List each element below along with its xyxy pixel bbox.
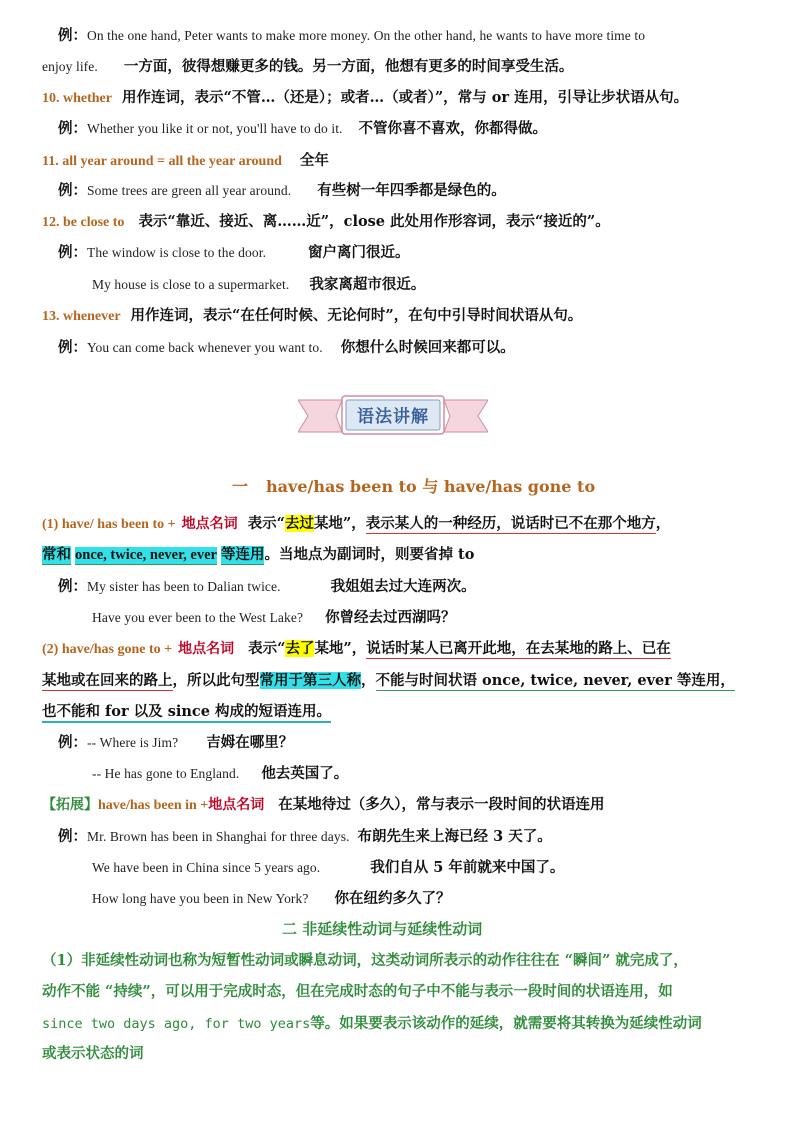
vocab-description: 用作连词，表示“不管…（还是）；或者…（或者）”，常与 or 连用，引导让步状语从句。	[122, 89, 689, 106]
place-noun-label: 地点名词	[181, 516, 238, 532]
example-label: 例：	[58, 182, 87, 199]
example-line	[42, 58, 573, 76]
english-sentence: -- Where is Jim?	[87, 735, 179, 750]
underlined-text: 说话时某人已离开此地，在去某地的路上、已在	[366, 640, 671, 657]
underlined-text: 某地或在回来的路上	[42, 672, 173, 689]
rule-head: (2) have/has gone to +	[42, 642, 173, 657]
english-sentence: How long have you been in New York?	[92, 891, 309, 906]
extension-note	[42, 796, 605, 815]
chinese-translation: 有些树一年四季都是绿色的。	[317, 182, 506, 199]
english-sentence: Some trees are green all year around.	[87, 183, 292, 198]
example-line	[58, 339, 515, 357]
rule-text: ，	[361, 672, 376, 689]
section-title-a: have/has been to	[266, 477, 417, 496]
rule-have-gone-to-cont	[42, 672, 735, 690]
example-line	[58, 182, 506, 200]
rule-have-been-to-cont	[42, 546, 474, 564]
vocab-entry-all-year-around	[42, 152, 329, 171]
example-line	[58, 244, 410, 262]
vocab-term: 12. be close to	[42, 215, 125, 230]
example-line	[58, 578, 476, 596]
rule-text: 在某地待过（多久），常与表示一段时间的状语连用	[278, 796, 605, 813]
section-title-b: have/has gone to	[443, 477, 596, 496]
example-line	[58, 120, 547, 138]
english-sentence: Have you ever been to the West Lake?	[92, 610, 304, 625]
section-number: 一	[232, 477, 249, 496]
vocab-entry-be-close-to	[42, 213, 610, 232]
vocab-term: 11. all year around = all the year around	[42, 154, 282, 169]
chinese-translation: 你想什么时候回来都可以。	[340, 339, 515, 356]
vocab-entry-whenever	[42, 307, 582, 326]
highlight-text: 等连用	[220, 546, 265, 563]
paragraph-line: 或表示状态的词	[42, 1045, 144, 1062]
rule-text: 某地”，	[313, 515, 366, 532]
example-line	[92, 765, 348, 783]
example-line	[92, 859, 564, 877]
english-sentence: -- He has gone to England.	[92, 766, 240, 781]
banner-title: 语法讲解	[357, 407, 429, 427]
section-title-mid: 与	[422, 477, 439, 496]
rule-have-been-to	[42, 515, 670, 534]
english-sentence: My sister has been to Dalian twice.	[87, 579, 281, 594]
example-line	[92, 276, 425, 294]
chinese-translation: 我家离超市很近。	[309, 276, 426, 293]
rule-text: 表示“	[248, 640, 286, 657]
example-label: 例：	[58, 578, 87, 595]
example-line	[58, 734, 293, 752]
chinese-translation: 一方面，彼得想赚更多的钱。另一方面，他想有更多的时间享受生活。	[123, 58, 574, 75]
example-label: 例：	[58, 339, 87, 356]
english-sentence: On the one hand, Peter wants to make more money. On the other hand, he wants to have more time to	[87, 28, 646, 43]
section-title: 二 非延续性动词与延续性动词	[282, 920, 483, 938]
example-label: 例：	[58, 27, 87, 44]
english-sentence: The window is close to the door.	[87, 245, 267, 260]
rule-text: 表示“	[247, 515, 285, 532]
example-line	[92, 609, 456, 627]
rule-head: (1) have/ has been to +	[42, 517, 176, 532]
english-sentence: enjoy life.	[42, 59, 98, 74]
chinese-translation: 我姐姐去过大连两次。	[330, 578, 476, 595]
vocab-description: 表示“靠近、接近、离……近”，close 此处用作形容词，表示“接近的”。	[138, 213, 610, 230]
highlight-text: 常用于第三人称	[259, 672, 361, 689]
underlined-text: 不能与时间状语 once, twice, never, ever 等连用，	[375, 672, 735, 689]
extension-bracket: 【拓展】	[42, 797, 98, 813]
place-noun-label: 地点名词	[208, 797, 265, 813]
paragraph-line	[42, 1015, 702, 1033]
highlight-text: 常和	[42, 546, 71, 563]
english-sentence: My house is close to a supermarket.	[92, 277, 290, 292]
chinese-translation: 我们自从 5 年前就来中国了。	[370, 859, 565, 876]
paragraph-text: 等。如果要表示该动作的延续，就需要将其转换为延续性动词	[310, 1015, 702, 1032]
chinese-translation: 你曾经去过西湖吗？	[325, 609, 456, 626]
vocab-description: 用作连词，表示“在任何时候、无论何时”，在句中引导时间状语从句。	[130, 307, 583, 324]
example-line	[58, 27, 645, 45]
rule-text: 。当地点为副词时，则要省掉 to	[264, 546, 475, 563]
vocab-term: 13. whenever	[42, 309, 121, 324]
example-line	[92, 890, 450, 908]
chinese-translation: 窗户离门很近。	[308, 244, 410, 261]
vocab-term: 10. whether	[42, 91, 112, 106]
rule-text: ，	[655, 515, 671, 532]
place-noun-label: 地点名词	[178, 641, 235, 657]
rule-head: have/has been in +	[98, 798, 209, 813]
chinese-translation: 他去英国了。	[261, 765, 349, 782]
rule-text: 某地”，	[314, 640, 367, 657]
chinese-translation: 布朗先生来上海已经 3 天了。	[357, 828, 552, 845]
vocab-description: 全年	[299, 152, 329, 169]
highlight-text: once, twice, never, ever	[75, 547, 217, 563]
example-label: 例：	[58, 120, 87, 137]
paragraph-line: 动作不能 “持续”，可以用于完成时态，但在完成时态的句子中不能与表示一段时间的状语连用，如	[42, 983, 673, 1000]
example-label: 例：	[58, 244, 87, 261]
example-label: 例：	[58, 734, 87, 751]
grammar-banner	[298, 394, 488, 438]
rule-text: ，所以此句型	[172, 672, 260, 689]
english-sentence: We have been in China since 5 years ago.	[92, 860, 321, 875]
section-title	[232, 478, 595, 496]
underlined-text: 也不能和 for 以及 since 构成的短语连用。	[42, 703, 331, 723]
underlined-text: 表示某人的一种经历，说话时已不在那个地方	[365, 515, 656, 532]
example-label: 例：	[58, 828, 87, 845]
chinese-translation: 不管你喜不喜欢，你都得做。	[358, 120, 548, 137]
english-phrase: since two days ago, for two years	[42, 1016, 311, 1032]
highlight-text: 去过	[284, 515, 314, 532]
english-sentence: Mr. Brown has been in Shanghai for three days.	[87, 829, 350, 844]
chinese-translation: 你在纽约多久了？	[334, 890, 451, 907]
english-sentence: Whether you like it or not, you'll have to do it.	[87, 121, 343, 136]
example-line	[58, 828, 552, 846]
vocab-entry-whether	[42, 89, 688, 108]
english-sentence: You can come back whenever you want to.	[87, 340, 323, 355]
chinese-translation: 吉姆在哪里？	[206, 734, 294, 751]
rule-have-gone-to-cont2	[42, 703, 331, 721]
rule-have-gone-to	[42, 640, 671, 659]
highlight-text: 去了	[285, 640, 315, 657]
paragraph-line: （1）非延续性动词也称为短暂性动词或瞬息动词，这类动词所表示的动作往往在 “瞬间” 就完成了，	[42, 952, 688, 969]
